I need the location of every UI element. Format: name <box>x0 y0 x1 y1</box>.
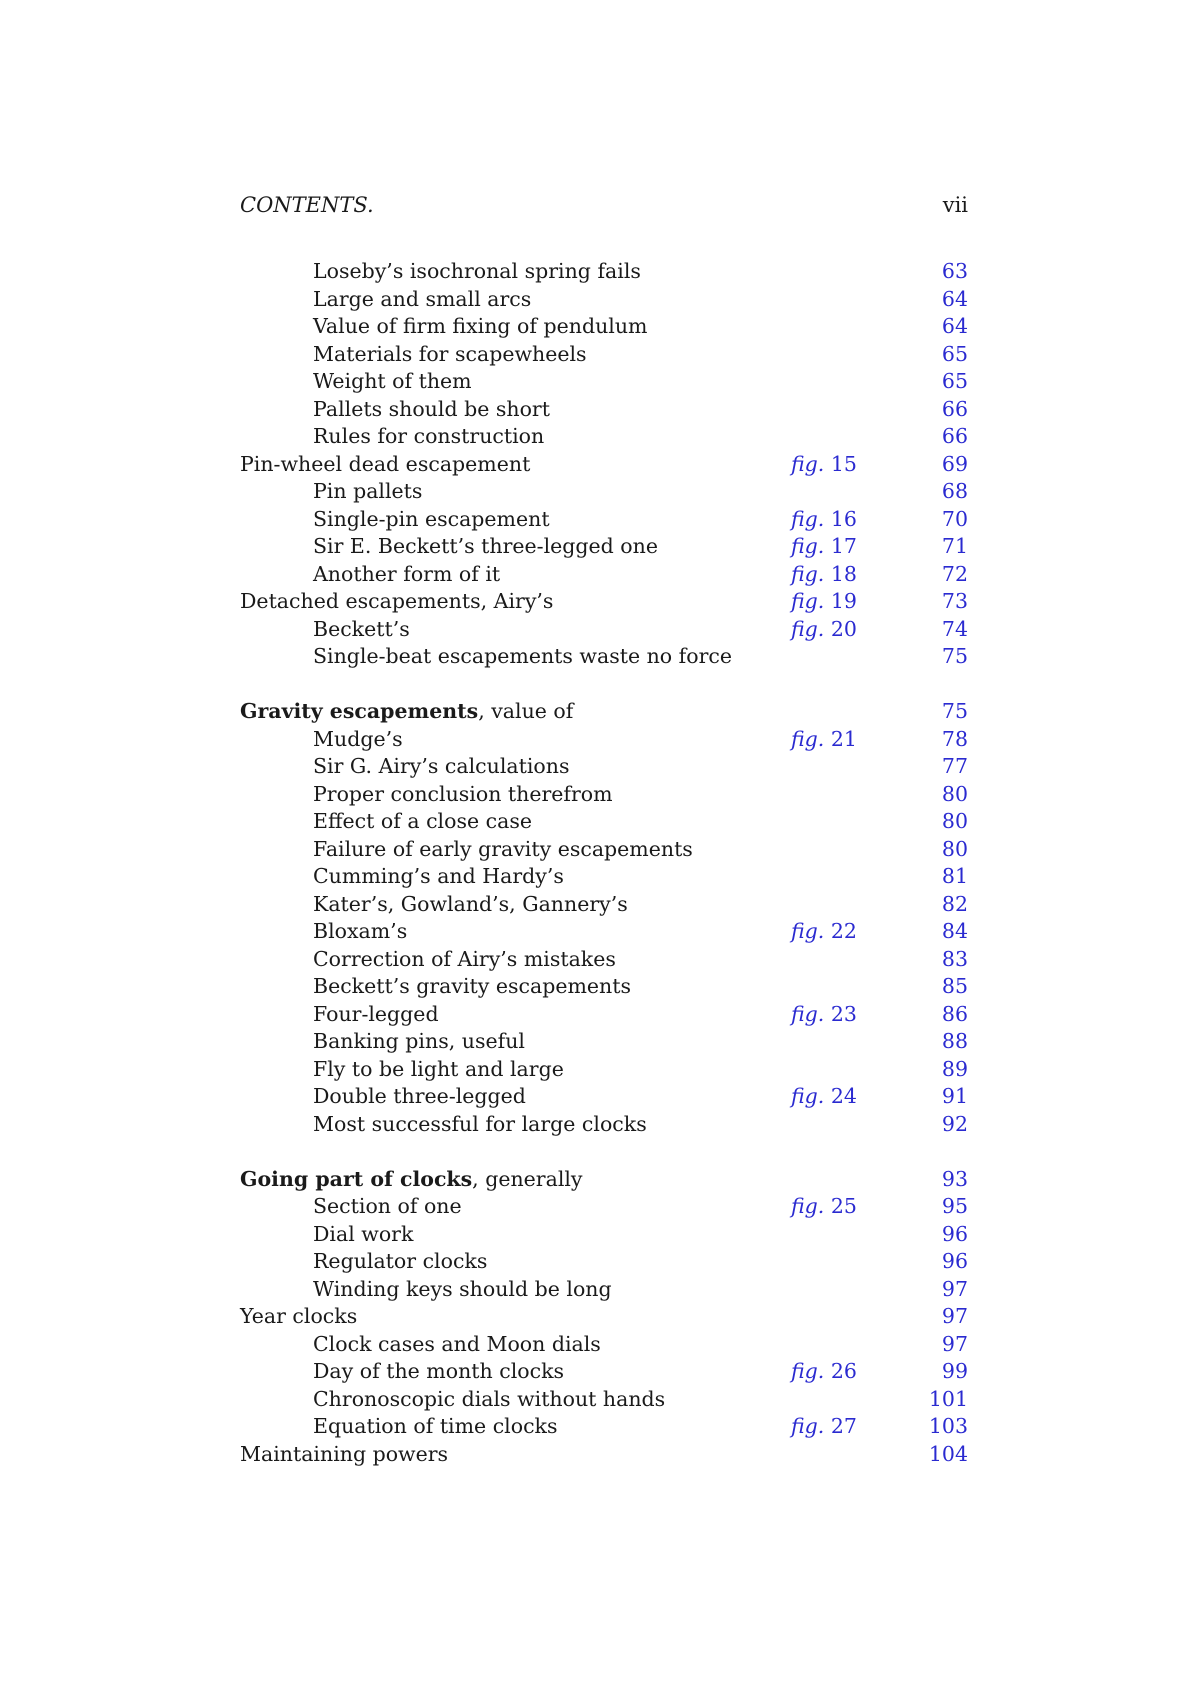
toc-entry-label <box>313 258 641 286</box>
toc-entry <box>0 286 1200 314</box>
page-link[interactable]: 66 <box>941 396 968 421</box>
toc-entry <box>0 368 1200 396</box>
toc-entry-label <box>240 1303 357 1331</box>
toc-entry <box>0 396 1200 424</box>
toc-entry-text: Detached escapements, Airy’s <box>240 589 554 613</box>
toc-entry <box>0 341 1200 369</box>
figure-number: 26 <box>824 1359 857 1383</box>
toc-entry-label <box>313 1331 601 1359</box>
toc-entry-text: Sir G. Airy’s calculations <box>313 754 570 778</box>
figure-number: 17 <box>824 534 857 558</box>
toc-entry-label <box>313 1028 525 1056</box>
toc-entry-text: , generally <box>472 1166 583 1191</box>
toc-entry-label <box>313 973 631 1001</box>
page-link[interactable]: 75 <box>941 644 968 668</box>
page-link[interactable]: 80 <box>941 781 968 806</box>
page-link[interactable]: 85 <box>941 974 968 998</box>
figure-prefix: fig. <box>791 919 825 943</box>
page-link[interactable]: 80 <box>941 809 968 833</box>
toc-entry-label <box>313 1276 612 1304</box>
figure-number: 25 <box>824 1194 857 1218</box>
figure-number: 22 <box>824 919 857 943</box>
toc-entry-label <box>313 643 732 671</box>
running-header <box>240 193 968 225</box>
toc-entry-label <box>240 698 573 726</box>
toc-entry <box>0 478 1200 506</box>
toc-entry-text: Section of one <box>313 1194 462 1218</box>
toc-entry-text: Regulator clocks <box>313 1249 488 1273</box>
page-link[interactable]: 75 <box>941 699 968 723</box>
toc-entry-label <box>313 1413 558 1441</box>
figure-prefix: fig. <box>791 534 825 558</box>
page-link[interactable]: 95 <box>941 1194 968 1218</box>
toc-entry-text: Cumming’s and Hardy’s <box>313 864 564 888</box>
figure-number: 20 <box>824 616 857 641</box>
toc-entry <box>0 973 1200 1001</box>
toc-entry <box>0 588 1200 616</box>
toc-entry-text: Weight of them <box>313 369 472 393</box>
toc-entry-text: Mudge’s <box>313 726 403 751</box>
page-link[interactable]: 69 <box>941 451 968 476</box>
toc-entry <box>0 808 1200 836</box>
page-link[interactable]: 88 <box>941 1029 968 1053</box>
toc-entry-text: Clock cases and Moon dials <box>313 1331 601 1356</box>
page-link[interactable]: 92 <box>941 1111 968 1136</box>
toc-entry-label <box>313 286 531 314</box>
toc-entry-label <box>313 863 564 891</box>
toc-entry <box>0 533 1200 561</box>
figure-link[interactable] <box>791 1193 857 1221</box>
toc-entry <box>0 781 1200 809</box>
toc-entry <box>0 1166 1200 1194</box>
toc-entry-text: Four-legged <box>313 1001 439 1026</box>
toc-entry <box>0 1441 1200 1469</box>
toc-entry-text: Fly to be light and large <box>313 1056 564 1081</box>
toc-entry-label <box>240 588 553 616</box>
figure-number: 19 <box>824 589 857 613</box>
page-link[interactable]: 84 <box>941 919 968 943</box>
toc-entry <box>0 1083 1200 1111</box>
page-link[interactable]: 71 <box>941 534 968 558</box>
toc-entry-label <box>313 1056 564 1084</box>
toc-entry <box>0 643 1200 671</box>
toc-entry-label <box>313 781 613 809</box>
toc-entry <box>0 698 1200 726</box>
figure-link[interactable] <box>791 533 857 561</box>
figure-link[interactable] <box>791 1358 857 1386</box>
toc-entry-text: Value of firm fixing of pendulum <box>313 314 648 338</box>
page-link[interactable]: 68 <box>941 479 968 503</box>
toc-entry-label <box>313 1111 647 1139</box>
toc-entry-text: Single-beat escapements waste no force <box>313 644 733 668</box>
toc-entry <box>0 863 1200 891</box>
figure-prefix: fig. <box>791 1359 825 1383</box>
page-link[interactable]: 83 <box>941 946 968 971</box>
toc-entry-text: Pin-wheel dead escapement <box>240 451 531 476</box>
toc-entry <box>0 423 1200 451</box>
page-link[interactable]: 78 <box>941 726 968 751</box>
page-link[interactable]: 81 <box>941 864 968 888</box>
toc-entry-label <box>313 478 422 506</box>
toc-entry-text: Maintaining powers <box>240 1441 449 1466</box>
page-link[interactable]: 93 <box>941 1166 968 1191</box>
toc-entry-label <box>313 368 472 396</box>
folio-number: vii <box>942 193 968 217</box>
toc-entry <box>0 1413 1200 1441</box>
toc-entry-text: Beckett’s <box>313 616 410 641</box>
toc-entry-heading: Gravity escapements <box>240 699 479 723</box>
toc-entry <box>0 836 1200 864</box>
toc-entry <box>0 946 1200 974</box>
toc-entry-label <box>313 423 544 451</box>
toc-entry-label <box>313 561 500 589</box>
toc-entry-text: Correction of Airy’s mistakes <box>313 946 616 971</box>
figure-link[interactable] <box>791 1001 857 1029</box>
figure-link[interactable] <box>791 616 857 644</box>
toc-entry-text: Pin pallets <box>313 479 423 503</box>
toc-entry <box>0 1001 1200 1029</box>
toc-entry <box>0 506 1200 534</box>
toc-entry-text: Year clocks <box>240 1304 358 1328</box>
toc-entry <box>0 753 1200 781</box>
toc-entry <box>0 1303 1200 1331</box>
page-link[interactable]: 99 <box>941 1359 968 1383</box>
toc-entry <box>0 726 1200 754</box>
figure-link[interactable] <box>791 1413 857 1441</box>
toc-entry <box>0 451 1200 479</box>
running-title: CONTENTS. <box>240 193 374 217</box>
toc-entry-text: Equation of time clocks <box>313 1414 558 1438</box>
toc-entry-label <box>313 836 693 864</box>
toc-entry <box>0 1386 1200 1414</box>
page-link[interactable]: 96 <box>941 1249 968 1273</box>
figure-number: 21 <box>824 726 857 751</box>
figure-number: 18 <box>824 561 857 586</box>
toc-entry <box>0 1221 1200 1249</box>
page-link[interactable]: 97 <box>941 1304 968 1328</box>
figure-prefix: fig. <box>791 589 825 613</box>
figure-prefix: fig. <box>791 1001 825 1026</box>
figure-prefix: fig. <box>791 506 825 531</box>
toc-entry-text: Day of the month clocks <box>313 1359 565 1383</box>
toc-entry-label <box>313 891 628 919</box>
toc-entry-label <box>313 808 532 836</box>
page-link[interactable]: 74 <box>941 616 968 641</box>
page-link[interactable]: 91 <box>941 1084 968 1108</box>
page-link[interactable]: 65 <box>941 369 968 393</box>
toc-entry <box>0 1111 1200 1139</box>
toc-entry <box>0 1331 1200 1359</box>
figure-prefix: fig. <box>791 1414 825 1438</box>
page-link[interactable]: 97 <box>941 1331 968 1356</box>
page-link[interactable]: 77 <box>941 754 968 778</box>
figure-prefix: fig. <box>791 1084 825 1108</box>
toc-entry-label <box>313 1358 564 1386</box>
page-link[interactable]: 101 <box>928 1386 968 1411</box>
toc-entry-text: Sir E. Beckett’s three-legged one <box>313 534 658 558</box>
toc-entry-label <box>313 1248 487 1276</box>
figure-link[interactable] <box>791 1083 857 1111</box>
toc-entry <box>0 1028 1200 1056</box>
toc-entry-text: Beckett’s gravity escapements <box>313 974 632 998</box>
toc-entry-text: Large and small arcs <box>313 286 532 311</box>
page-link[interactable]: 89 <box>941 1056 968 1081</box>
toc-entry-text: Most successful for large clocks <box>313 1111 647 1136</box>
figure-number: 15 <box>824 451 857 476</box>
toc-entry-label <box>313 753 569 781</box>
page-link[interactable]: 86 <box>941 1001 968 1026</box>
figure-number: 24 <box>824 1084 857 1108</box>
page-link[interactable]: 66 <box>941 424 968 448</box>
toc-entry <box>0 616 1200 644</box>
page-link[interactable]: 70 <box>941 506 968 531</box>
toc-entry-label <box>313 1221 413 1249</box>
toc-entry <box>0 1276 1200 1304</box>
page-link[interactable]: 72 <box>941 561 968 586</box>
toc-entry <box>0 1193 1200 1221</box>
page-link[interactable]: 65 <box>941 341 968 366</box>
page-link[interactable]: 73 <box>941 589 968 613</box>
toc-entry-text: Pallets should be short <box>313 396 550 421</box>
toc-entry <box>0 1248 1200 1276</box>
page-link[interactable]: 64 <box>941 314 968 338</box>
page-link[interactable]: 82 <box>941 891 968 916</box>
figure-prefix: fig. <box>791 1194 825 1218</box>
toc-entry <box>0 891 1200 919</box>
page-link[interactable]: 63 <box>941 259 968 283</box>
figure-prefix: fig. <box>791 726 825 751</box>
toc-entry-text: Failure of early gravity escapements <box>313 836 693 861</box>
toc-entry-text: , value of <box>478 699 574 723</box>
page-link[interactable]: 64 <box>941 286 968 311</box>
toc-entry-label <box>313 1001 439 1029</box>
figure-prefix: fig. <box>791 561 825 586</box>
toc-entry-text: Single-pin escapement <box>313 506 550 531</box>
page-link[interactable]: 80 <box>941 836 968 861</box>
toc-entry-label <box>313 313 648 341</box>
toc-entry <box>0 918 1200 946</box>
page-link[interactable]: 96 <box>941 1221 968 1246</box>
toc-entry-heading: Going part of clocks <box>240 1166 473 1191</box>
table-of-contents <box>0 258 1200 1468</box>
toc-entry-text: Materials for scapewheels <box>313 341 587 366</box>
toc-entry-label <box>313 1386 665 1414</box>
toc-entry-label <box>313 726 403 754</box>
toc-entry-text: Winding keys should be long <box>313 1276 612 1301</box>
toc-entry <box>0 1056 1200 1084</box>
page-link[interactable]: 104 <box>928 1441 968 1466</box>
figure-prefix: fig. <box>791 451 825 476</box>
figure-link[interactable] <box>791 588 857 616</box>
figure-number: 27 <box>824 1414 857 1438</box>
figure-link[interactable] <box>791 726 857 754</box>
toc-entry-text: Banking pins, useful <box>313 1029 525 1053</box>
figure-number: 16 <box>824 506 857 531</box>
toc-entry-label <box>313 918 407 946</box>
toc-entry-label <box>313 1083 526 1111</box>
figure-link[interactable] <box>791 506 857 534</box>
toc-entry-text: Dial work <box>313 1221 414 1246</box>
page-link[interactable]: 103 <box>928 1414 968 1438</box>
toc-entry-text: Rules for construction <box>313 424 545 448</box>
page-link[interactable]: 97 <box>941 1276 968 1301</box>
toc-entry-text: Another form of it <box>313 561 501 586</box>
toc-entry-text: Bloxam’s <box>313 919 408 943</box>
toc-entry-text: Effect of a close case <box>313 809 532 833</box>
figure-link[interactable] <box>791 918 857 946</box>
toc-entry-label <box>313 396 550 424</box>
toc-entry-label <box>313 341 587 369</box>
toc-entry <box>0 258 1200 286</box>
toc-entry-label <box>313 533 658 561</box>
toc-entry-text: Double three-legged <box>313 1084 526 1108</box>
figure-link[interactable] <box>791 561 857 589</box>
toc-entry <box>0 561 1200 589</box>
toc-entry-text: Proper conclusion therefrom <box>313 781 613 806</box>
toc-entry-text: Chronoscopic dials without hands <box>313 1386 666 1411</box>
figure-number: 23 <box>824 1001 857 1026</box>
toc-entry-label <box>313 1193 462 1221</box>
toc-entry <box>0 1358 1200 1386</box>
toc-entry-text: Kater’s, Gowland’s, Gannery’s <box>313 891 628 916</box>
toc-entry-text: Loseby’s isochronal spring fails <box>313 259 641 283</box>
figure-link[interactable] <box>791 451 857 479</box>
figure-prefix: fig. <box>791 616 825 641</box>
toc-entry <box>0 313 1200 341</box>
toc-entry-label <box>240 1166 583 1194</box>
toc-entry-label <box>240 451 530 479</box>
toc-entry-label <box>313 506 550 534</box>
toc-entry-label <box>313 616 410 644</box>
toc-entry-label <box>240 1441 448 1469</box>
toc-entry-label <box>313 946 616 974</box>
